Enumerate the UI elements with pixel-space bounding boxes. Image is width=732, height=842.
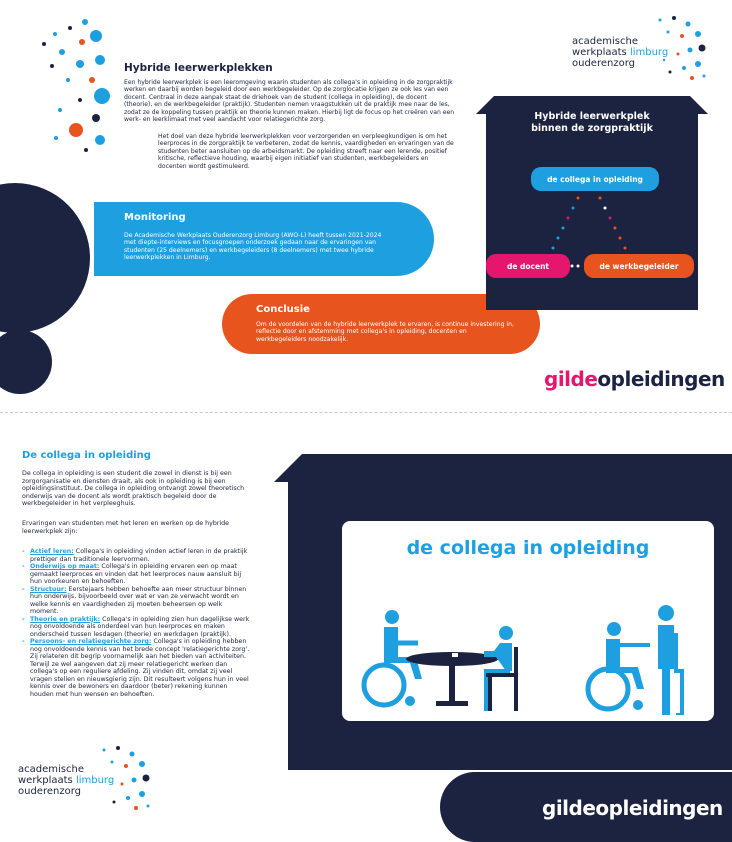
intro-paragraph-2: Het doel van deze hybride leerwerkplekken voor verzorgenden en verpleegkundigen is om het leerproces in de zorgpraktijk te verbeteren, zodat de kennis, vaardigheden en ervaringen van de studenten beter aansluiten op de arbeidsmarkt. De opleiding streeft naar een lerende, positief kritische, reflectieve houding, waarbij eigen initiatief van studenten, werkbegeleiders en docenten wordt gestimuleerd.	[158, 133, 454, 170]
section-paragraph-1: De collega in opleiding is een student die zowel in dienst is bij een zorgorganisatie en diensten draait, als ook in opleiding is bij een opleidingsinstituut. De collega in opleiding ontvangt zowel theoretisch onderwijs van de docent als wordt praktisch begeleid door de werkbegeleider in het verpleeghuis.	[22, 470, 245, 507]
list-item: - Onderwijs op maat: Collega's in opleiding ervaren een op maat gemaakt leerproces en vinden dat het leerproces nauw aansluit bij hun voorkeuren en behoeften.	[22, 563, 250, 586]
gilde-logo-footer: gildeopleidingen	[542, 796, 723, 820]
dot-cluster-decoration	[30, 14, 110, 154]
page-divider	[0, 412, 732, 413]
section-title: De collega in opleiding	[22, 450, 151, 461]
logo-dots-icon	[640, 14, 710, 84]
card-heading: de collega in opleiding	[406, 537, 650, 559]
monitoring-text: De Academische Werkplaats Ouderenzorg Limburg (AWO-L) heeft tussen 2021-2024 met diepte-interviews en focusgroepen onderzoek gedaan naar de ervaringen van studenten (25 deelnemers) en werkbegeleiders (8 deelnemers) met twee hybride leerwerkplekken in Limburg.	[124, 232, 382, 262]
page-2	[0, 414, 732, 839]
pill-werkbegeleider: de werkbegeleider	[584, 254, 694, 278]
section-paragraph-2: Ervaringen van studenten met het leren en werken op de hybride leerwerkplek zijn:	[22, 520, 230, 535]
pill-collega-in-opleiding: de collega in opleiding	[531, 167, 659, 191]
pill-docent: de docent	[486, 254, 570, 278]
list-item: - Structuur: Eerstejaars hebben behoefte aan meer structuur binnen hun onderwijs, bijvoorbeeld over wat er van ze verwacht wordt en welke kennis en vaardigheden zij moeten beheersen op welk moment.	[22, 586, 250, 616]
decorative-half-circle	[0, 183, 90, 333]
monitoring-title: Monitoring	[124, 212, 186, 223]
logo-line-2: werkplaats limburg	[18, 775, 115, 786]
caregiver-wheelchair-illustration	[580, 603, 700, 715]
logo-line-3: ouderenzorg	[18, 786, 81, 797]
house-title-line-2: binnen de zorgpraktijk	[531, 123, 653, 134]
monitoring-panel	[94, 202, 434, 276]
list-item: - Theorie en praktijk: Collega's in opleiding zien hun dagelijkse werk nog onvoldoende als onderdeel van hun leerproces en maken onderscheid tussen lesdagen (theorie) en werkdagen (praktijk).	[22, 616, 250, 639]
logo-line-1: academische	[572, 36, 638, 47]
experience-list	[22, 548, 250, 698]
logo-dots-icon-footer	[84, 744, 154, 814]
logo-line-1: academische	[18, 764, 84, 775]
logo-line-3: ouderenzorg	[572, 58, 635, 69]
gilde-logo: gildeopleidingen	[544, 367, 725, 391]
people-at-table-illustration	[356, 603, 546, 715]
list-item: - Actief leren: Collega's in opleiding vinden actief leren in de praktijk prettiger dan traditionele leervormen.	[22, 548, 250, 563]
illustration-card	[342, 521, 714, 721]
triangle-dots-connector	[540, 192, 640, 268]
decorative-circle-bottom	[0, 330, 52, 394]
logo-line-2: werkplaats limburg	[572, 47, 669, 58]
conclusie-text: Om de voordelen van de hybride leerwerkplek te ervaren, is continue investering in, reflectie door en afstemming met collega's in opleiding, docenten en werkbegeleiders noodzakelijk.	[256, 321, 514, 343]
conclusie-title: Conclusie	[256, 304, 310, 315]
page-title: Hybride leerwerkplekken	[124, 62, 273, 74]
footer-band	[440, 772, 732, 842]
house-title	[486, 111, 698, 135]
house-title-line-1: Hybride leerwerkplek	[534, 111, 650, 122]
page-1	[0, 0, 732, 410]
intro-paragraph-1: Een hybride leerwerkplek is een leeromgeving waarin studenten als collega's in opleiding in de zorgpraktijk werken en daarbij worden begeleid door een werkbegeleider. Op de zorglocatie krijgen ze ook les van een docent. Centraal in deze aanpak staat de driehoek van de student (collega in opleiding), de docent (theorie), en de werkbegeleider (praktijk). Studenten nemen vraagstukken uit de praktijk mee naar de les, zodat ze de koppeling tussen praktijk en theorie kunnen maken. Hierbij ligt de focus op het creëren van een werk- en leerklimaat met veel aandacht voor relatiegerichte zorg.	[124, 79, 455, 124]
list-item: - Persoons- en relatiegerichte zorg: Collega's in opleiding hebben nog onvoldoende kennis van het brede concept 'relatiegerichte zorg'. Zij relateren dit begrip voornamelijk aan het bieden van activiteiten. Terwijl ze wel aangeven dat zij meer relatiegericht werken dan collega's op een reguliere afdeling. Zij vinden dit, omdat zij veel vragen stellen en nieuwsgierig zijn. Dit resulteert volgens hun in veel kennis over de bewoners en daardoor (beter) rekening kunnen houden met hun wensen en behoeften.	[22, 638, 250, 698]
